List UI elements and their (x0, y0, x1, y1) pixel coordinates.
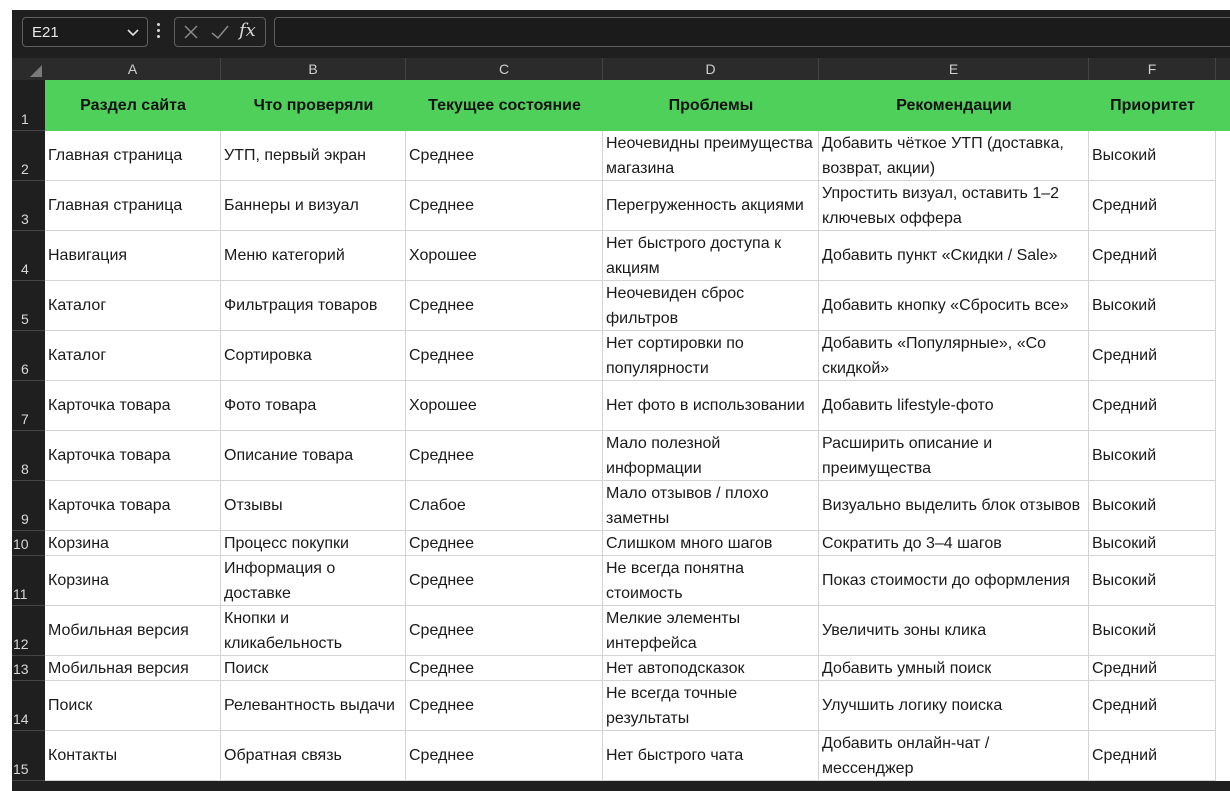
table-row (45, 656, 1230, 681)
table-cell[interactable]: Информация о доставке (221, 556, 406, 606)
table-cell[interactable]: Хорошее (406, 381, 603, 431)
table-cell[interactable]: Среднее (406, 431, 603, 481)
row-header[interactable] (12, 731, 45, 781)
more-options-icon[interactable] (156, 23, 162, 41)
name-box[interactable] (22, 17, 148, 47)
table-cell[interactable]: Корзина (45, 531, 221, 556)
row-header[interactable] (12, 281, 45, 331)
column-header-d[interactable]: D (603, 58, 819, 80)
enter-check-icon[interactable] (209, 22, 231, 47)
header-cell[interactable]: Раздел сайта (80, 96, 186, 114)
table-cell[interactable]: Слабое (406, 481, 603, 531)
table-cell[interactable]: Среднее (406, 181, 603, 231)
table-cell[interactable]: Высокий (1089, 281, 1216, 331)
row-header[interactable] (12, 481, 45, 531)
table-cell[interactable]: Средний (1089, 231, 1216, 281)
table-cell[interactable]: Перегруженность акциями (603, 181, 819, 231)
table-cell[interactable]: Мелкие элементы интерфейса (603, 606, 819, 656)
row-header[interactable] (12, 381, 45, 431)
column-header-a[interactable]: A (45, 58, 221, 80)
table-cell[interactable]: Неочевидны преимущества магазина (603, 131, 819, 181)
table-cell[interactable]: Нет быстрого чата (603, 731, 819, 781)
table-cell[interactable]: Фильтрация товаров (221, 281, 406, 331)
table-cell[interactable]: Улучшить логику поиска (819, 681, 1089, 731)
table-row (45, 731, 1230, 781)
header-cell[interactable]: Рекомендации (896, 96, 1012, 114)
table-row (45, 331, 1230, 381)
table-cell[interactable]: Главная страница (45, 131, 221, 181)
table-cell[interactable]: Высокий (1089, 431, 1216, 481)
table-cell[interactable]: Нет быстрого доступа к акциям (603, 231, 819, 281)
table-cell[interactable]: Обратная связь (221, 731, 406, 781)
table-cell[interactable]: Каталог (45, 331, 221, 381)
table-cell[interactable]: Не всегда точные результаты (603, 681, 819, 731)
row-header[interactable] (12, 80, 45, 131)
row-number: 10 (13, 536, 29, 552)
table-row (45, 681, 1230, 731)
table-cell[interactable]: Расширить описание и преимущества (819, 431, 1089, 481)
header-cell[interactable]: Проблемы (668, 96, 754, 114)
row-header[interactable] (12, 656, 45, 681)
table-cell[interactable]: Среднее (406, 681, 603, 731)
table-row (45, 281, 1230, 331)
header-cell[interactable]: Текущее состояние (428, 96, 581, 114)
table-cell[interactable]: Среднее (406, 731, 603, 781)
column-header-f[interactable]: F (1089, 58, 1216, 80)
table-cell[interactable]: Среднее (406, 656, 603, 681)
row-header[interactable] (12, 556, 45, 606)
row-header[interactable] (12, 231, 45, 281)
row-number: 12 (13, 636, 29, 652)
table-cell[interactable]: Среднее (406, 131, 603, 181)
table-cell[interactable]: Каталог (45, 281, 221, 331)
table-cell[interactable]: Релевантность выдачи (221, 681, 406, 731)
table-cell[interactable]: Главная страница (45, 181, 221, 231)
table-cell[interactable]: Добавить «Популярные», «Со скидкой» (819, 331, 1089, 381)
table-cell[interactable]: Среднее (406, 556, 603, 606)
table-cell[interactable]: Высокий (1089, 481, 1216, 531)
table-cell[interactable]: Средний (1089, 181, 1216, 231)
insert-function-icon[interactable]: fx (239, 20, 256, 41)
table-cell[interactable]: Сортировка (221, 331, 406, 381)
table-row (45, 531, 1230, 556)
select-all-corner[interactable] (12, 58, 45, 80)
row-number: 1 (21, 111, 29, 127)
table-row (45, 556, 1230, 606)
table-cell[interactable]: Мало полезной информации (603, 431, 819, 481)
cancel-x-icon[interactable] (181, 22, 201, 47)
table-cell[interactable]: Отзывы (221, 481, 406, 531)
table-cell[interactable]: Показ стоимости до оформления (819, 556, 1089, 606)
table-cell[interactable]: Описание товара (221, 431, 406, 481)
table-cell[interactable]: Высокий (1089, 531, 1216, 556)
column-header-c[interactable]: C (406, 58, 603, 80)
chevron-down-icon[interactable] (125, 22, 141, 46)
row-number: 3 (21, 211, 29, 227)
table-cell[interactable]: Контакты (45, 731, 221, 781)
table-cell[interactable]: Добавить lifestyle-фото (819, 381, 1089, 431)
table-cell[interactable]: Среднее (406, 531, 603, 556)
row-number: 5 (21, 311, 29, 327)
table-row (45, 431, 1230, 481)
row-number: 11 (13, 586, 28, 602)
table-cell[interactable]: Добавить чёткое УТП (доставка, возврат, акции) (819, 131, 1089, 181)
table-cell[interactable]: УТП, первый экран (221, 131, 406, 181)
row-number: 6 (21, 361, 29, 377)
table-cell[interactable]: Нет автоподсказок (603, 656, 819, 681)
row-header[interactable] (12, 531, 45, 556)
table-cell[interactable]: Мобильная версия (45, 656, 221, 681)
row-header[interactable] (12, 431, 45, 481)
row-header[interactable] (12, 181, 45, 231)
row-number: 13 (13, 661, 29, 677)
row-number: 14 (13, 711, 29, 727)
table-cell[interactable]: Упростить визуал, оставить 1–2 ключевых оффера (819, 181, 1089, 231)
table-cell[interactable]: Хорошее (406, 231, 603, 281)
row-header[interactable] (12, 331, 45, 381)
table-cell[interactable]: Меню категорий (221, 231, 406, 281)
table-cell[interactable]: Нет сортировки по популярности (603, 331, 819, 381)
table-cell[interactable]: Нет фото в использовании (603, 381, 819, 431)
table-cell[interactable]: Среднее (406, 331, 603, 381)
table-cell[interactable]: Неочевиден сброс фильтров (603, 281, 819, 331)
row-header[interactable] (12, 131, 45, 181)
table-row (45, 131, 1230, 181)
table-cell[interactable]: Средний (1089, 656, 1216, 681)
table-cell[interactable]: Высокий (1089, 131, 1216, 181)
table-cell[interactable]: Навигация (45, 231, 221, 281)
table-row (45, 181, 1230, 231)
table-cell[interactable]: Карточка товара (45, 481, 221, 531)
table-row (45, 381, 1230, 431)
row-number: 9 (21, 511, 29, 527)
table-row (45, 606, 1230, 656)
table-cell[interactable]: Корзина (45, 556, 221, 606)
row-header[interactable] (12, 606, 45, 656)
table-cell[interactable]: Карточка товара (45, 381, 221, 431)
table-cell[interactable]: Баннеры и визуал (221, 181, 406, 231)
table-cell[interactable]: Увеличить зоны клика (819, 606, 1089, 656)
table-cell[interactable]: Мало отзывов / плохо заметны (603, 481, 819, 531)
table-cell[interactable]: Средний (1089, 331, 1216, 381)
header-cell[interactable]: Что проверяли (253, 96, 374, 114)
table-cell[interactable]: Высокий (1089, 606, 1216, 656)
formula-buttons (174, 17, 266, 47)
row-number: 15 (13, 761, 29, 777)
formula-input[interactable] (274, 17, 1230, 47)
table-cell[interactable]: Слишком много шагов (603, 531, 819, 556)
table-cell[interactable]: Не всегда понятна стоимость (603, 556, 819, 606)
column-header-b[interactable]: B (221, 58, 406, 80)
table-cell[interactable]: Процесс покупки (221, 531, 406, 556)
table-cell[interactable]: Добавить кнопку «Сбросить все» (819, 281, 1089, 331)
table-cell[interactable]: Средний (1089, 381, 1216, 431)
table-cell[interactable]: Средний (1089, 681, 1216, 731)
table-cell[interactable]: Добавить онлайн-чат / мессенджер (819, 731, 1089, 781)
spreadsheet-window (12, 10, 1230, 791)
row-number: 4 (21, 261, 29, 277)
row-number: 7 (21, 411, 29, 427)
table-row (45, 231, 1230, 281)
name-box-value: E21 (32, 24, 59, 41)
table-cell[interactable]: Фото товара (221, 381, 406, 431)
table-cell[interactable]: Кнопки и кликабельность (221, 606, 406, 656)
row-number: 2 (21, 161, 29, 177)
table-cell[interactable]: Поиск (221, 656, 406, 681)
table-cell[interactable]: Добавить умный поиск (819, 656, 1089, 681)
row-number: 8 (21, 461, 29, 477)
table-cell[interactable]: Поиск (45, 681, 221, 731)
table-cell[interactable]: Средний (1089, 731, 1216, 781)
table-cell[interactable]: Мобильная версия (45, 606, 221, 656)
row-header[interactable] (12, 681, 45, 731)
table-cell[interactable]: Среднее (406, 281, 603, 331)
column-headers (45, 58, 1230, 80)
table-cell[interactable]: Среднее (406, 606, 603, 656)
table-cell[interactable]: Высокий (1089, 556, 1216, 606)
formula-bar (12, 10, 1230, 56)
column-header-e[interactable]: E (819, 58, 1089, 80)
table-cell[interactable]: Сократить до 3–4 шагов (819, 531, 1089, 556)
table-cell[interactable]: Карточка товара (45, 431, 221, 481)
table-header-row (45, 80, 1230, 131)
table-cell[interactable]: Добавить пункт «Скидки / Sale» (819, 231, 1089, 281)
table-row (45, 481, 1230, 531)
header-cell[interactable]: Приоритет (1110, 96, 1195, 114)
table-cell[interactable]: Визуально выделить блок отзывов (819, 481, 1089, 531)
